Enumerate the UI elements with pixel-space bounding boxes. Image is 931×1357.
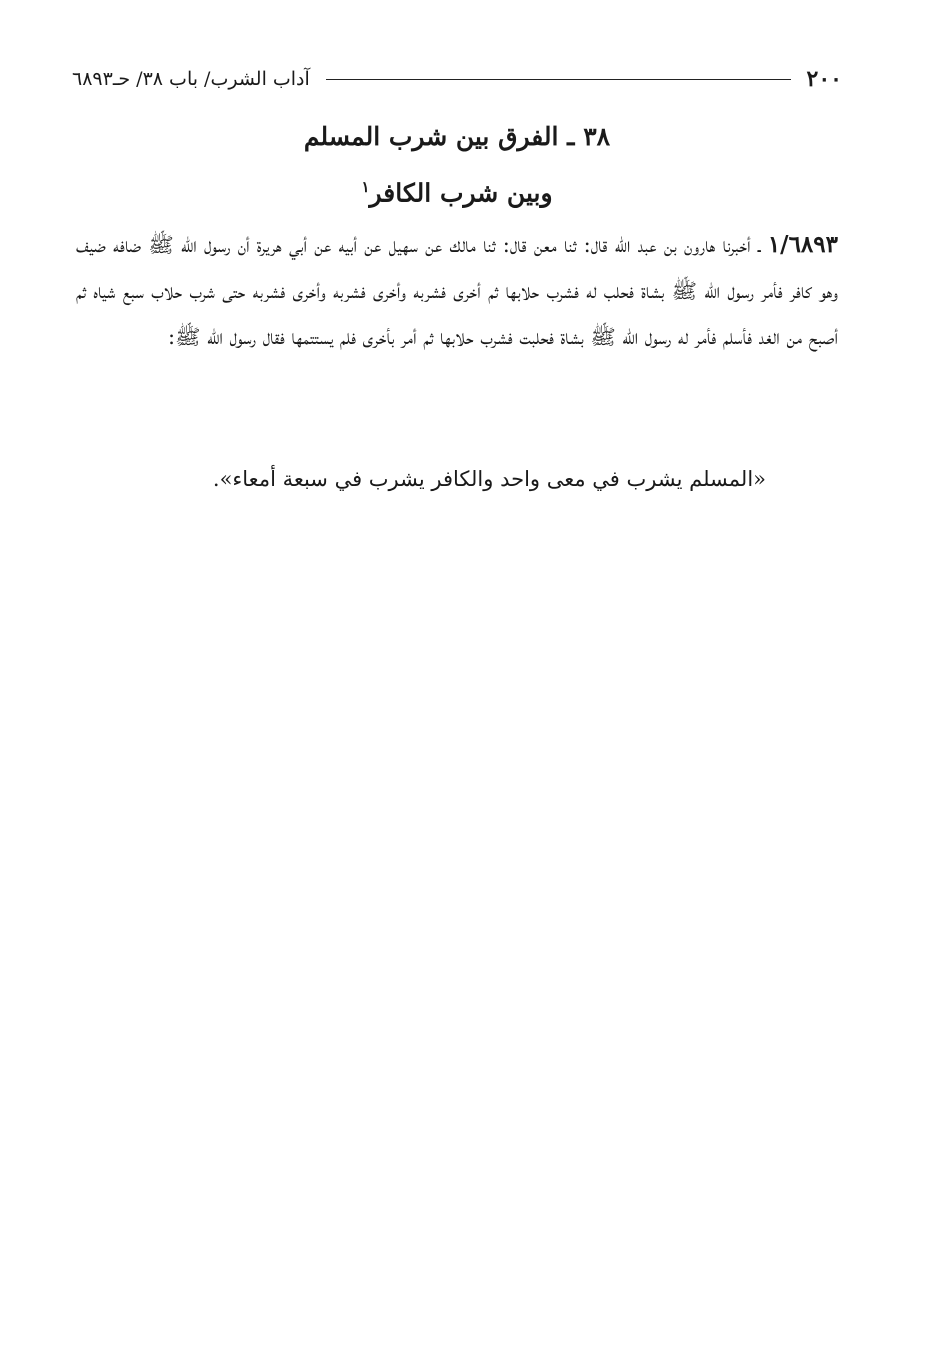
footnote-marker: ١	[361, 178, 370, 196]
chapter-title-line-1: ٣٨ ـ الفرق بين شرب المسلم	[303, 122, 611, 151]
chapter-title-line-2	[72, 162, 842, 218]
header-rule	[326, 79, 791, 80]
chapter-title-text: وبين شرب الكافر	[369, 178, 553, 208]
hadith-text: ـ أخبرنا هارون بن عبد الله قال: ثنا معن قال: ثنا مالك عن سهيل عن أبيه عن أبي هريرة أن رسول الله ﷺ ضافه ضيف وهو كافر فأمر رسول الله ﷺ بشاة فحلب له فشرب حلابها ثم أخرى فشربه وأخرى فشربه وأخرى فشربه حتى شرب حلاب سبع شياه ثم أصبح من الغد فأسلم فأمر له رسول الله ﷺ بشاة فحلبت فشرب حلابها ثم أمر بأخرى فلم يستتمها فقال رسول الله ﷺ:	[76, 233, 838, 349]
running-title: آداب الشرب/ باب ٣٨/ حـ٦٨٩٣	[72, 68, 310, 90]
hadith-quote: «المسلم يشرب في معى واحد والكافر يشرب في سبعة أمعاء».	[212, 467, 766, 491]
running-header	[72, 62, 842, 96]
hadith-body	[76, 222, 838, 360]
hadith-number: ١/٦٨٩٣	[767, 231, 838, 258]
page-number: ٢٠٠	[806, 66, 842, 92]
